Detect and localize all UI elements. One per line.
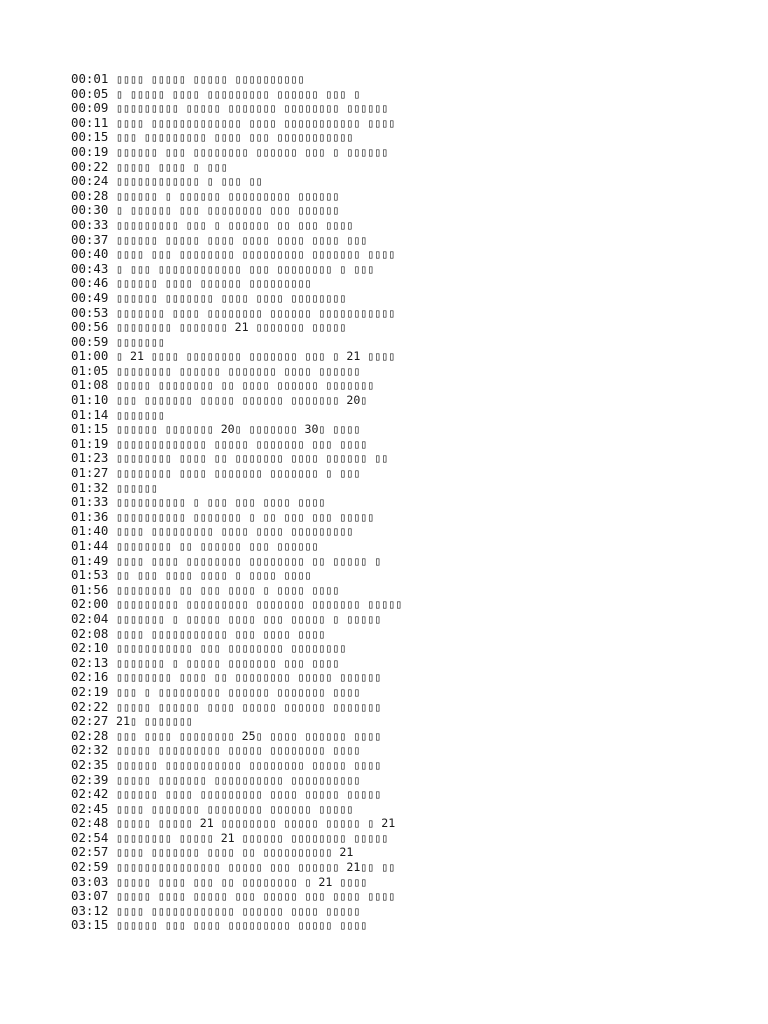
transcript-line xyxy=(71,700,751,715)
transcript-text: ▯ ▯▯▯▯▯▯ ▯▯▯ ▯▯▯▯▯▯▯▯ ▯▯▯ ▯▯▯▯▯▯ xyxy=(116,203,340,218)
transcript-text: ▯▯▯▯▯▯▯▯ ▯▯▯▯ ▯▯▯▯▯▯▯ ▯▯▯▯▯▯▯ ▯ ▯▯▯ xyxy=(116,466,361,481)
transcript-line xyxy=(71,802,751,817)
transcript-line xyxy=(71,918,751,933)
transcript-text: ▯▯▯▯▯▯ ▯▯▯ ▯▯▯▯ ▯▯▯▯▯▯▯▯▯ ▯▯▯▯▯ ▯▯▯▯ xyxy=(116,918,368,933)
transcript-line xyxy=(71,160,751,175)
transcript-text: ▯▯▯▯▯▯ ▯▯▯▯▯▯▯ 20▯ ▯▯▯▯▯▯▯ 30▯ ▯▯▯▯ xyxy=(116,422,361,437)
timestamp: 00:09 xyxy=(71,101,109,116)
transcript-text: ▯▯▯▯ ▯▯▯▯▯▯▯ ▯▯▯▯▯▯▯▯ ▯▯▯▯▯▯ ▯▯▯▯▯ xyxy=(116,801,354,816)
transcript-text: ▯▯▯▯▯▯▯ xyxy=(116,334,165,349)
transcript-text: ▯▯▯▯▯▯▯ xyxy=(116,407,165,422)
timestamp: 02:32 xyxy=(71,743,109,758)
timestamp: 02:27 xyxy=(71,714,109,729)
transcript-line xyxy=(71,262,751,277)
transcript-text: ▯▯▯▯▯▯▯▯▯▯▯ ▯▯▯ ▯▯▯▯▯▯▯▯ ▯▯▯▯▯▯▯▯ xyxy=(116,641,347,656)
timestamp: 02:13 xyxy=(71,655,109,670)
transcript-line xyxy=(71,247,751,262)
timestamp: 02:22 xyxy=(71,699,109,714)
transcript-text: ▯▯▯ ▯▯▯▯▯▯▯ ▯▯▯▯▯ ▯▯▯▯▯▯ ▯▯▯▯▯▯▯ 20▯ xyxy=(116,393,368,408)
transcript-line xyxy=(71,364,751,379)
transcript-text: ▯▯▯▯▯▯▯▯▯▯▯▯▯▯▯ ▯▯▯▯▯ ▯▯▯ ▯▯▯▯▯▯ 21▯▯ ▯▯ xyxy=(116,860,396,875)
transcript-line xyxy=(71,495,751,510)
transcript-text: ▯▯▯▯▯▯ ▯▯▯▯ ▯▯▯▯▯▯▯▯▯ ▯▯▯▯ ▯▯▯▯▯ ▯▯▯▯▯ xyxy=(116,787,382,802)
timestamp: 01:27 xyxy=(71,466,109,481)
transcript-line xyxy=(71,189,751,204)
timestamp: 00:15 xyxy=(71,130,109,145)
timestamp: 01:19 xyxy=(71,436,109,451)
timestamp: 01:56 xyxy=(71,582,109,597)
transcript-line xyxy=(71,276,751,291)
transcript-text: 21▯ ▯▯▯▯▯▯▯ xyxy=(116,714,193,729)
transcript-line xyxy=(71,627,751,642)
transcript-text: ▯▯▯▯ ▯▯▯▯ ▯▯▯▯▯▯▯▯ ▯▯▯▯▯▯▯▯ ▯▯ ▯▯▯▯▯ ▯ xyxy=(116,553,382,568)
transcript-line xyxy=(71,306,751,321)
timestamp: 03:15 xyxy=(71,918,109,933)
transcript-line xyxy=(71,597,751,612)
timestamp: 00:43 xyxy=(71,261,109,276)
timestamp: 01:15 xyxy=(71,422,109,437)
transcript-line xyxy=(71,451,751,466)
transcript-text: ▯▯▯▯▯▯ ▯▯▯ ▯▯▯▯▯▯▯▯ ▯▯▯▯▯▯ ▯▯▯ ▯ ▯▯▯▯▯▯ xyxy=(116,144,389,159)
transcript-line xyxy=(71,218,751,233)
timestamp: 01:05 xyxy=(71,363,109,378)
timestamp: 02:16 xyxy=(71,670,109,685)
transcript-line xyxy=(71,393,751,408)
transcript-text: ▯▯▯▯▯▯▯▯▯▯▯▯ ▯ ▯▯▯ ▯▯ xyxy=(116,174,263,189)
transcript-line xyxy=(71,787,751,802)
transcript-text: ▯▯▯▯▯ ▯▯▯▯ ▯ ▯▯▯ xyxy=(116,159,228,174)
timestamp: 01:14 xyxy=(71,407,109,422)
transcript-line xyxy=(71,831,751,846)
transcript-text: ▯▯▯▯▯▯ ▯▯▯▯▯▯▯ ▯▯▯▯ ▯▯▯▯ ▯▯▯▯▯▯▯▯ xyxy=(116,290,347,305)
transcript-text: ▯▯▯ ▯▯▯▯ ▯▯▯▯▯▯▯▯ 25▯ ▯▯▯▯ ▯▯▯▯▯▯ ▯▯▯▯ xyxy=(116,728,382,743)
transcript-text: ▯▯▯▯▯▯▯▯ ▯▯▯▯▯▯▯ 21 ▯▯▯▯▯▯▯ ▯▯▯▯▯ xyxy=(116,320,347,335)
transcript-line xyxy=(71,539,751,554)
transcript-line xyxy=(71,714,751,729)
timestamp: 01:10 xyxy=(71,393,109,408)
timestamp: 01:32 xyxy=(71,480,109,495)
timestamp: 01:53 xyxy=(71,568,109,583)
timestamp: 01:33 xyxy=(71,495,109,510)
transcript-line xyxy=(71,335,751,350)
transcript-line xyxy=(71,845,751,860)
transcript-text: ▯▯▯ ▯▯▯▯▯▯▯▯▯ ▯▯▯▯ ▯▯▯ ▯▯▯▯▯▯▯▯▯▯▯ xyxy=(116,130,354,145)
transcript-text: ▯▯▯▯▯▯ ▯▯▯▯ ▯▯▯▯▯▯ ▯▯▯▯▯▯▯▯▯ xyxy=(116,276,312,291)
transcript-line xyxy=(71,568,751,583)
transcript-text: ▯▯▯▯▯▯▯▯ ▯▯▯▯▯▯ ▯▯▯▯▯▯▯ ▯▯▯▯ ▯▯▯▯▯▯ xyxy=(116,363,361,378)
transcript-text: ▯▯▯▯▯ ▯▯▯▯ ▯▯▯▯▯ ▯▯▯ ▯▯▯▯▯ ▯▯▯ ▯▯▯▯ ▯▯▯▯ xyxy=(116,889,396,904)
transcript-text: ▯▯▯▯▯▯ ▯ ▯▯▯▯▯▯ ▯▯▯▯▯▯▯▯▯ ▯▯▯▯▯▯ xyxy=(116,188,340,203)
timestamp: 02:00 xyxy=(71,597,109,612)
timestamp: 02:42 xyxy=(71,787,109,802)
timestamp: 00:28 xyxy=(71,188,109,203)
timestamp: 00:49 xyxy=(71,290,109,305)
transcript-text: ▯▯▯▯▯ ▯▯▯▯▯▯▯▯▯ ▯▯▯▯▯ ▯▯▯▯▯▯▯▯ ▯▯▯▯ xyxy=(116,743,361,758)
timestamp: 00:40 xyxy=(71,247,109,262)
transcript-text: ▯ ▯▯▯▯▯ ▯▯▯▯ ▯▯▯▯▯▯▯▯▯ ▯▯▯▯▯▯ ▯▯▯ ▯ xyxy=(116,86,361,101)
timestamp: 00:37 xyxy=(71,232,109,247)
transcript-line xyxy=(71,554,751,569)
timestamp: 02:59 xyxy=(71,860,109,875)
transcript-line xyxy=(71,378,751,393)
timestamp: 02:08 xyxy=(71,626,109,641)
transcript-line xyxy=(71,349,751,364)
transcript-text: ▯▯▯▯▯▯▯ ▯▯▯▯ ▯▯▯▯▯▯▯▯ ▯▯▯▯▯▯ ▯▯▯▯▯▯▯▯▯▯▯ xyxy=(116,305,396,320)
transcript-line xyxy=(71,233,751,248)
transcript-text: ▯▯▯▯▯▯▯▯▯ ▯▯▯▯▯ ▯▯▯▯▯▯▯ ▯▯▯▯▯▯▯▯ ▯▯▯▯▯▯ xyxy=(116,101,389,116)
transcript-text: ▯▯▯▯ ▯▯▯▯▯▯▯ ▯▯▯▯ ▯▯ ▯▯▯▯▯▯▯▯▯▯ 21 xyxy=(116,845,354,860)
transcript-text: ▯▯▯▯▯▯▯▯▯ ▯▯▯▯▯▯▯▯▯ ▯▯▯▯▯▯▯ ▯▯▯▯▯▯▯ ▯▯▯▯▯ xyxy=(116,597,403,612)
transcript-text: ▯▯▯▯▯ ▯▯▯▯▯▯▯▯ ▯▯ ▯▯▯▯ ▯▯▯▯▯▯ ▯▯▯▯▯▯▯ xyxy=(116,378,375,393)
transcript-line xyxy=(71,203,751,218)
transcript-line xyxy=(71,116,751,131)
transcript-text: ▯▯▯▯ ▯▯▯▯▯▯▯▯▯ ▯▯▯▯ ▯▯▯▯ ▯▯▯▯▯▯▯▯▯ xyxy=(116,524,354,539)
transcript-text: ▯▯▯▯▯ ▯▯▯▯▯▯▯ ▯▯▯▯▯▯▯▯▯▯ ▯▯▯▯▯▯▯▯▯▯ xyxy=(116,772,361,787)
timestamp: 02:57 xyxy=(71,845,109,860)
transcript-line xyxy=(71,524,751,539)
transcript xyxy=(71,72,751,933)
timestamp: 00:56 xyxy=(71,320,109,335)
transcript-line xyxy=(71,130,751,145)
transcript-text: ▯▯▯▯▯▯▯▯ ▯▯▯▯ ▯▯ ▯▯▯▯▯▯▯▯ ▯▯▯▯▯ ▯▯▯▯▯▯ xyxy=(116,670,382,685)
transcript-text: ▯▯▯▯▯▯▯▯▯▯ ▯ ▯▯▯ ▯▯▯ ▯▯▯▯ ▯▯▯▯ xyxy=(116,495,326,510)
transcript-text: ▯▯▯▯▯ ▯▯▯▯▯ 21 ▯▯▯▯▯▯▯▯ ▯▯▯▯▯ ▯▯▯▯▯ ▯ 21 xyxy=(116,816,396,831)
transcript-line xyxy=(71,758,751,773)
transcript-text: ▯▯▯▯▯▯ xyxy=(116,480,158,495)
timestamp: 02:48 xyxy=(71,816,109,831)
transcript-line xyxy=(71,72,751,87)
transcript-line xyxy=(71,437,751,452)
transcript-line xyxy=(71,174,751,189)
transcript-text: ▯ 21 ▯▯▯▯ ▯▯▯▯▯▯▯▯ ▯▯▯▯▯▯▯ ▯▯▯ ▯ 21 ▯▯▯▯ xyxy=(116,349,396,364)
transcript-text: ▯▯▯▯ ▯▯▯▯▯ ▯▯▯▯▯ ▯▯▯▯▯▯▯▯▯▯ xyxy=(116,72,305,86)
transcript-text: ▯▯▯▯▯▯▯▯▯▯ ▯▯▯▯▯▯▯ ▯ ▯▯ ▯▯▯ ▯▯▯ ▯▯▯▯▯ xyxy=(116,509,375,524)
transcript-line xyxy=(71,87,751,102)
transcript-text: ▯▯▯ ▯ ▯▯▯▯▯▯▯▯▯ ▯▯▯▯▯▯ ▯▯▯▯▯▯▯ ▯▯▯▯ xyxy=(116,684,361,699)
transcript-text: ▯▯▯▯▯▯▯▯ ▯▯▯▯▯ 21 ▯▯▯▯▯▯ ▯▯▯▯▯▯▯▯ ▯▯▯▯▯ xyxy=(116,830,389,845)
transcript-line xyxy=(71,101,751,116)
transcript-text: ▯▯▯▯▯▯ ▯▯▯▯▯ ▯▯▯▯ ▯▯▯▯ ▯▯▯▯ ▯▯▯▯ ▯▯▯ xyxy=(116,232,368,247)
timestamp: 00:05 xyxy=(71,86,109,101)
transcript-text: ▯▯ ▯▯▯ ▯▯▯▯ ▯▯▯▯ ▯ ▯▯▯▯ ▯▯▯▯ xyxy=(116,568,312,583)
transcript-line xyxy=(71,670,751,685)
transcript-text: ▯▯▯▯▯▯▯▯ ▯▯ ▯▯▯▯▯▯ ▯▯▯ ▯▯▯▯▯▯ xyxy=(116,539,319,553)
transcript-line xyxy=(71,685,751,700)
transcript-line xyxy=(71,904,751,919)
transcript-line xyxy=(71,583,751,598)
timestamp: 02:39 xyxy=(71,772,109,787)
transcript-line xyxy=(71,466,751,481)
transcript-text: ▯▯▯▯▯ ▯▯▯▯▯▯ ▯▯▯▯ ▯▯▯▯▯ ▯▯▯▯▯▯ ▯▯▯▯▯▯▯ xyxy=(116,699,382,714)
transcript-line xyxy=(71,773,751,788)
timestamp: 03:12 xyxy=(71,903,109,918)
timestamp: 02:19 xyxy=(71,684,109,699)
transcript-line xyxy=(71,743,751,758)
timestamp: 02:04 xyxy=(71,611,109,626)
transcript-line xyxy=(71,729,751,744)
transcript-text: ▯▯▯▯▯▯▯▯▯▯▯▯▯ ▯▯▯▯▯ ▯▯▯▯▯▯▯ ▯▯▯ ▯▯▯▯ xyxy=(116,436,368,451)
transcript-line xyxy=(71,641,751,656)
timestamp: 00:22 xyxy=(71,159,109,174)
transcript-line xyxy=(71,422,751,437)
transcript-line xyxy=(71,510,751,525)
transcript-text: ▯▯▯▯▯▯▯▯ ▯▯▯▯ ▯▯ ▯▯▯▯▯▯▯ ▯▯▯▯ ▯▯▯▯▯▯ ▯▯ xyxy=(116,451,389,466)
timestamp: 01:36 xyxy=(71,509,109,524)
timestamp: 00:11 xyxy=(71,115,109,130)
transcript-text: ▯ ▯▯▯ ▯▯▯▯▯▯▯▯▯▯▯▯ ▯▯▯ ▯▯▯▯▯▯▯▯ ▯ ▯▯▯ xyxy=(116,261,375,276)
timestamp: 00:30 xyxy=(71,203,109,218)
transcript-line xyxy=(71,656,751,671)
timestamp: 02:54 xyxy=(71,830,109,845)
transcript-line xyxy=(71,816,751,831)
timestamp: 00:01 xyxy=(71,72,109,86)
timestamp: 00:24 xyxy=(71,174,109,189)
transcript-line xyxy=(71,612,751,627)
transcript-text: ▯▯▯▯ ▯▯▯▯▯▯▯▯▯▯▯▯▯ ▯▯▯▯ ▯▯▯▯▯▯▯▯▯▯▯ ▯▯▯▯ xyxy=(116,115,396,130)
timestamp: 02:45 xyxy=(71,801,109,816)
transcript-text: ▯▯▯▯▯▯▯ ▯ ▯▯▯▯▯ ▯▯▯▯ ▯▯▯ ▯▯▯▯▯ ▯ ▯▯▯▯▯ xyxy=(116,611,382,626)
timestamp: 02:28 xyxy=(71,728,109,743)
transcript-line xyxy=(71,320,751,335)
transcript-text: ▯▯▯▯ ▯▯▯▯▯▯▯▯▯▯▯ ▯▯▯ ▯▯▯▯ ▯▯▯▯ xyxy=(116,626,326,641)
timestamp: 00:19 xyxy=(71,144,109,159)
timestamp: 00:33 xyxy=(71,217,109,232)
timestamp: 01:00 xyxy=(71,349,109,364)
timestamp: 03:07 xyxy=(71,889,109,904)
transcript-line xyxy=(71,875,751,890)
timestamp: 01:40 xyxy=(71,524,109,539)
timestamp: 00:46 xyxy=(71,276,109,291)
timestamp: 02:35 xyxy=(71,757,109,772)
transcript-line xyxy=(71,291,751,306)
transcript-text: ▯▯▯▯ ▯▯▯▯▯▯▯▯▯▯▯▯ ▯▯▯▯▯▯ ▯▯▯▯ ▯▯▯▯▯ xyxy=(116,903,361,918)
transcript-line xyxy=(71,145,751,160)
transcript-text: ▯▯▯▯▯▯▯▯▯ ▯▯▯ ▯ ▯▯▯▯▯▯ ▯▯ ▯▯▯ ▯▯▯▯ xyxy=(116,217,354,232)
transcript-text: ▯▯▯▯▯▯ ▯▯▯▯▯▯▯▯▯▯▯ ▯▯▯▯▯▯▯▯ ▯▯▯▯▯ ▯▯▯▯ xyxy=(116,757,382,772)
timestamp: 01:23 xyxy=(71,451,109,466)
transcript-line xyxy=(71,408,751,423)
transcript-line xyxy=(71,860,751,875)
timestamp: 01:49 xyxy=(71,553,109,568)
transcript-line xyxy=(71,889,751,904)
transcript-text: ▯▯▯▯▯▯▯▯ ▯▯ ▯▯▯ ▯▯▯▯ ▯ ▯▯▯▯ ▯▯▯▯ xyxy=(116,582,340,597)
transcript-line xyxy=(71,481,751,496)
transcript-text: ▯▯▯▯▯ ▯▯▯▯ ▯▯▯ ▯▯ ▯▯▯▯▯▯▯▯ ▯ 21 ▯▯▯▯ xyxy=(116,874,368,889)
transcript-text: ▯▯▯▯▯▯▯ ▯ ▯▯▯▯▯ ▯▯▯▯▯▯▯ ▯▯▯ ▯▯▯▯ xyxy=(116,655,340,670)
timestamp: 03:03 xyxy=(71,874,109,889)
timestamp: 01:44 xyxy=(71,539,109,553)
timestamp: 02:10 xyxy=(71,641,109,656)
timestamp: 01:08 xyxy=(71,378,109,393)
timestamp: 00:53 xyxy=(71,305,109,320)
timestamp: 00:59 xyxy=(71,334,109,349)
transcript-text: ▯▯▯▯ ▯▯▯ ▯▯▯▯▯▯▯▯ ▯▯▯▯▯▯▯▯▯ ▯▯▯▯▯▯▯ ▯▯▯▯ xyxy=(116,247,396,262)
